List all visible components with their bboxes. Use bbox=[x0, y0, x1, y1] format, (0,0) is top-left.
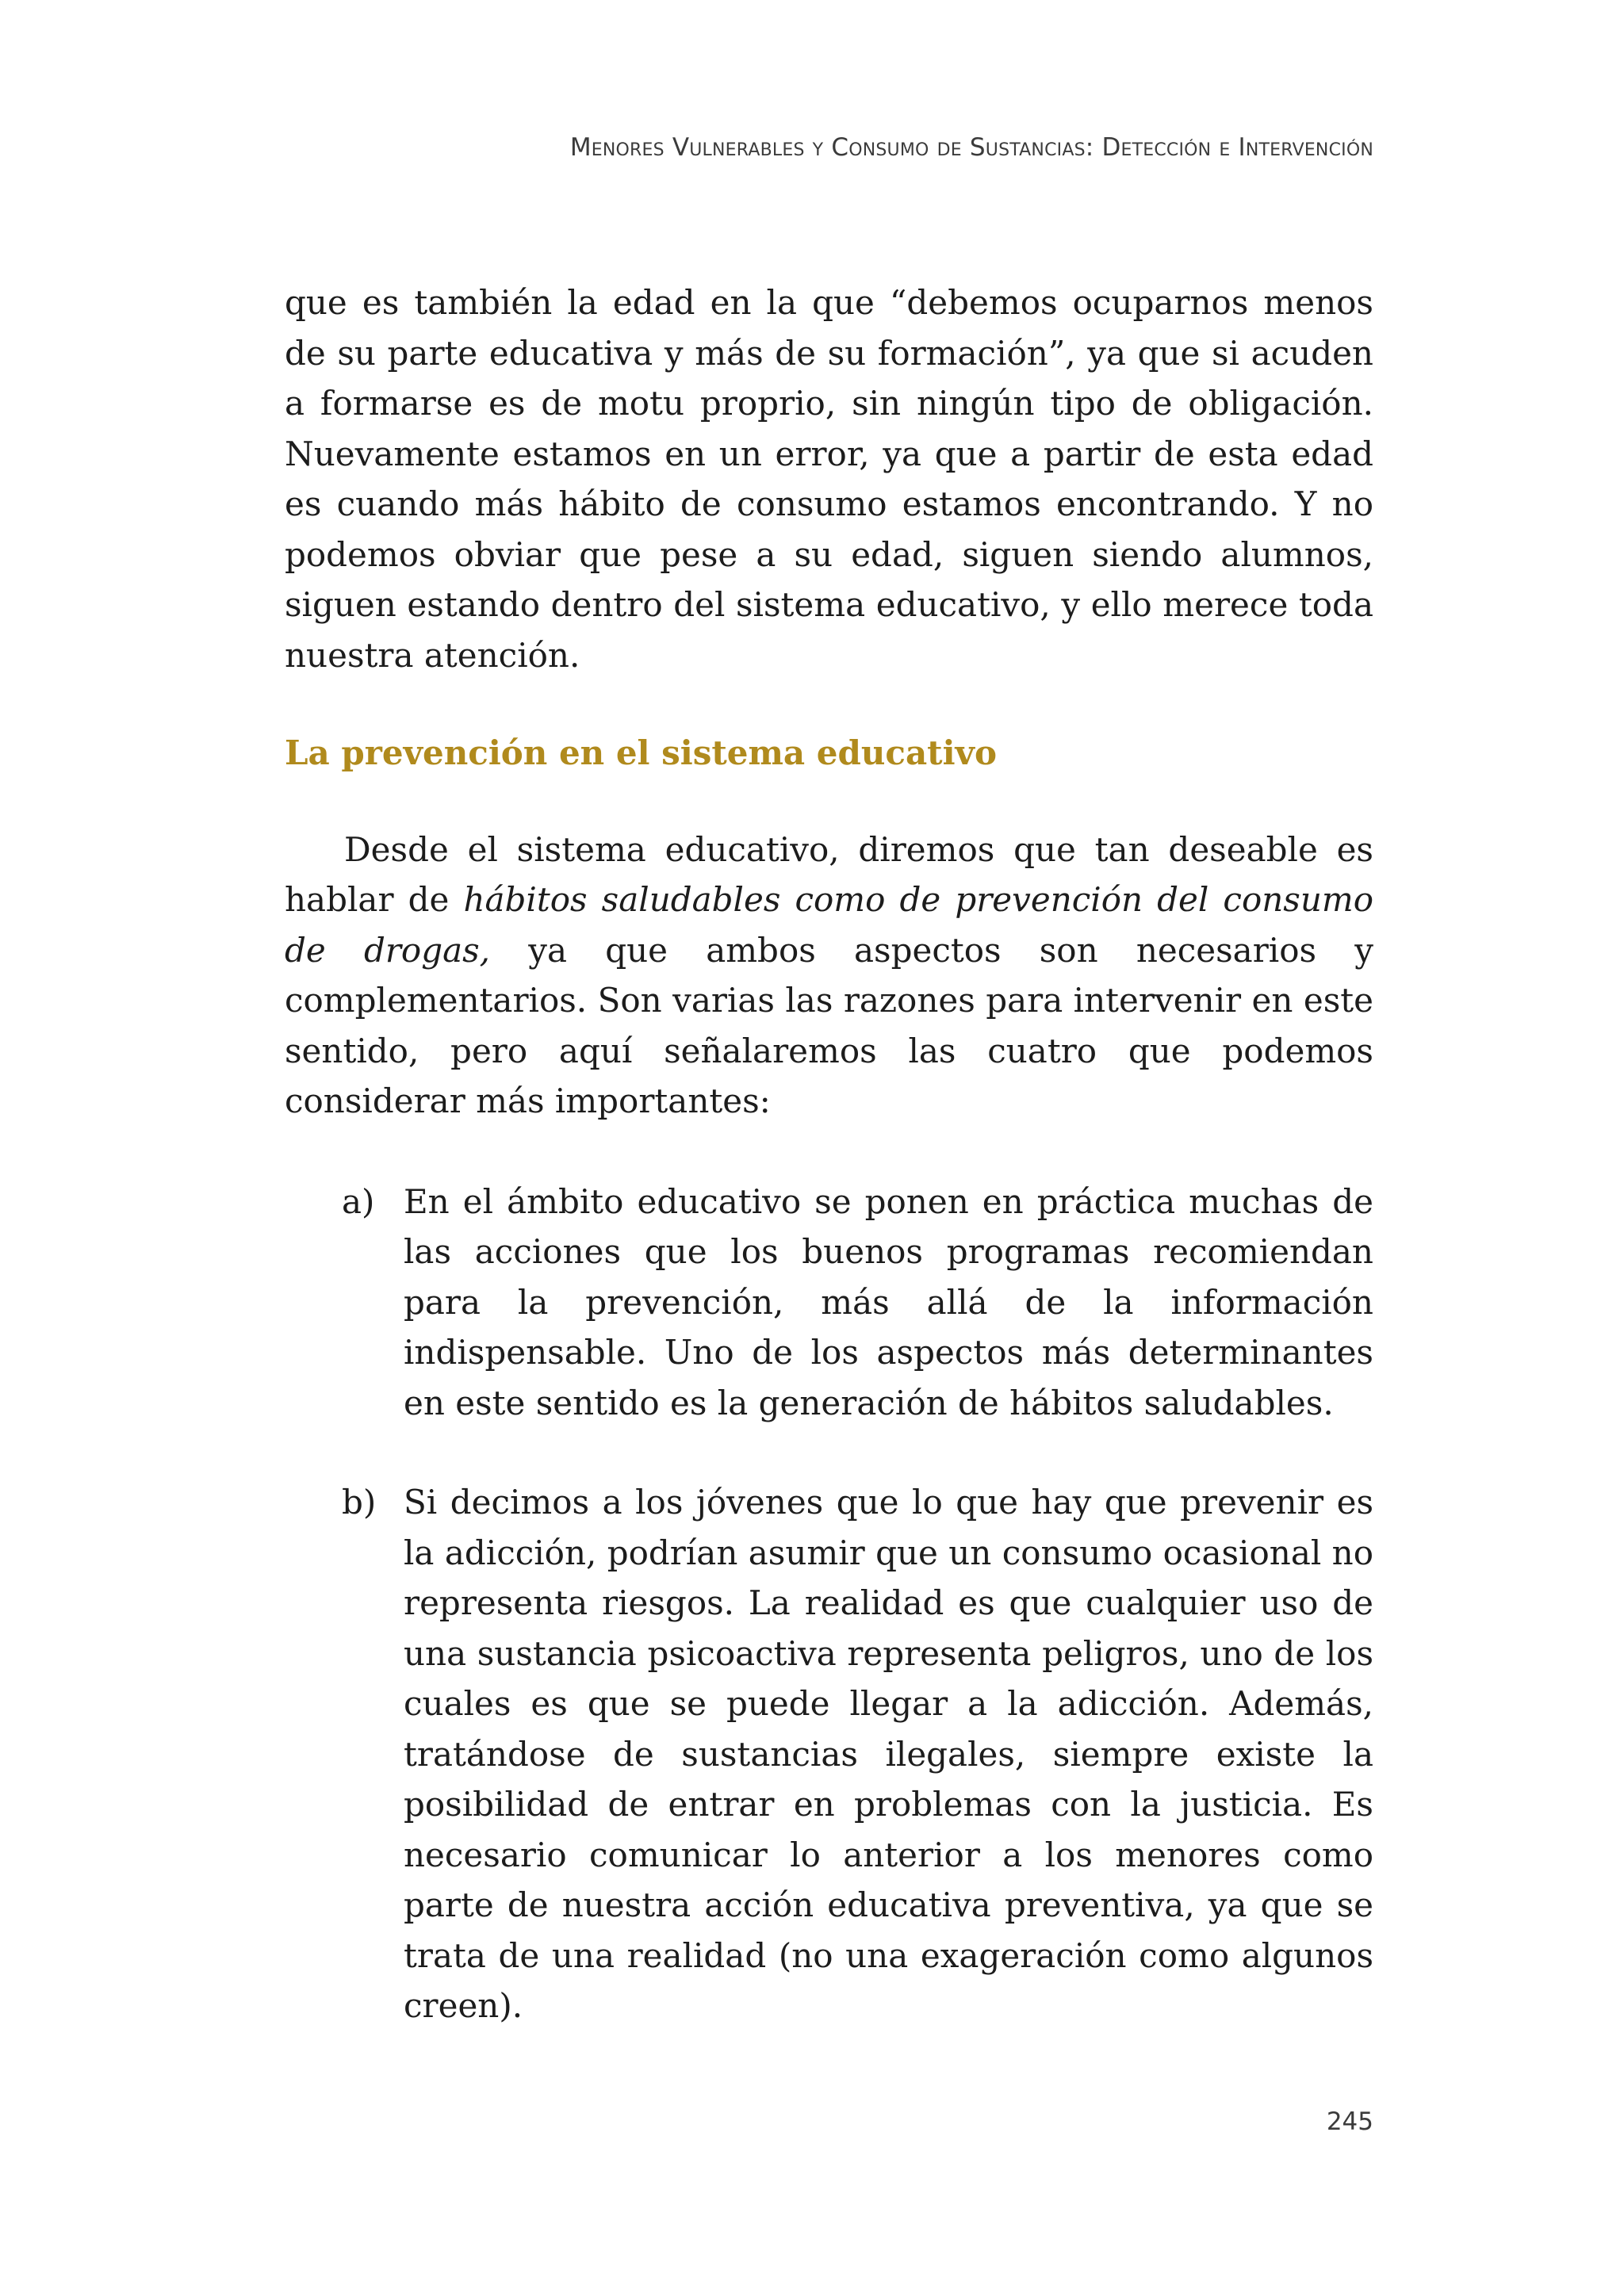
list-item-text: En el ámbito educativo se ponen en práctica muchas de las acciones que los buenos programas recomiendan para la prevención, más allá de la información indispensable. Uno de los aspectos más determinantes en este sentido es la generación de hábitos saludables. bbox=[404, 1181, 1373, 1422]
paragraph-continuation: que es también la edad en la que “debemos ocuparnos menos de su parte educativa y más de su formación”, ya que si acuden a formarse es de motu proprio, sin ningún tipo de obligación. Nuevamente estamos en un error, ya que a partir de esta edad es cuando más hábito de consumo estamos encontrando. Y no podemos obviar que pese a su edad, siguen siendo alumnos, siguen estando dentro del sistema educativo, y ello merece toda nuestra atención. bbox=[285, 283, 1373, 675]
list-item bbox=[285, 1177, 1373, 1429]
list-marker: a) bbox=[342, 1181, 375, 1221]
paragraph-intro-italic: hábitos saludables como de prevención del consumo de drogas, bbox=[285, 880, 1373, 970]
reasons-list bbox=[285, 1177, 1373, 2031]
page-number: 245 bbox=[1326, 2107, 1373, 2136]
paragraph-intro-end: ya que ambos aspectos son necesarios y complementarios. Son varias las razones para intervenir en este sentido, pero aquí señalaremos las cuatro que podemos considerar más importantes: bbox=[285, 930, 1374, 1120]
running-header: Menores Vulnerables y Consumo de Sustancias: Detección e Intervención bbox=[569, 133, 1373, 162]
page-body bbox=[285, 278, 1373, 2081]
list-marker: b) bbox=[342, 1483, 377, 1522]
paragraph-intro bbox=[285, 825, 1373, 1127]
list-item-text: Si decimos a los jóvenes que lo que hay que prevenir es la adicción, podrían asumir que un consumo ocasional no representa riesgos. La realidad es que cualquier uso de una sustancia psicoactiva representa peligros, uno de los cuales es que se puede llegar a la adicción. Además, tratándose de sustancias ilegales, siempre existe la posibilidad de entrar en problemas con la justicia. Es necesario comunicar lo anterior a los menores como parte de nuestra acción educativa preventiva, ya que se trata de una realidad (no una exageración como algunos creen). bbox=[404, 1483, 1373, 2025]
paragraph-intro-start: Desde el sistema educativo, diremos que tan deseable es hablar de bbox=[285, 829, 1373, 919]
section-heading: La prevención en el sistema educativo bbox=[285, 733, 997, 772]
list-item bbox=[285, 1477, 1373, 2031]
